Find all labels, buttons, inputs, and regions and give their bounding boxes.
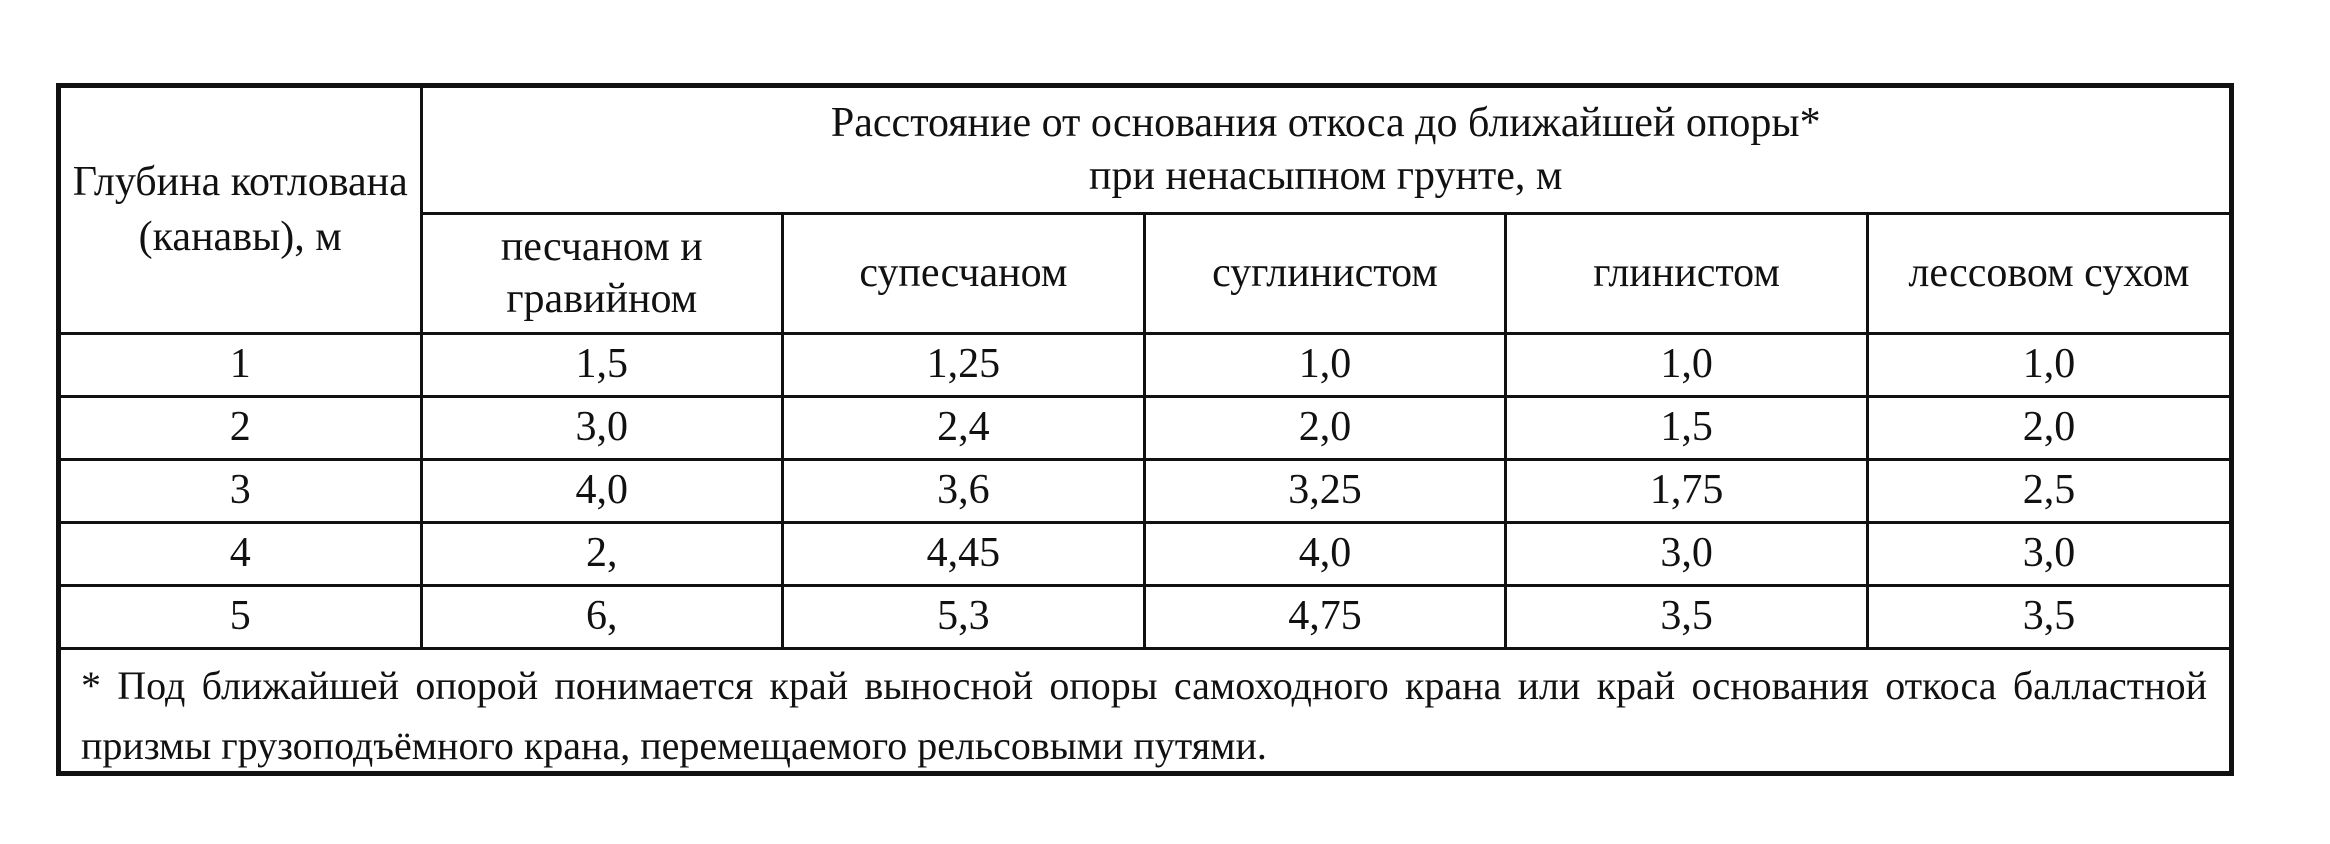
depth-cell: 2 xyxy=(61,396,421,459)
table-row xyxy=(61,522,2229,585)
footnote-row xyxy=(61,648,2229,776)
depth-cell: 4 xyxy=(61,522,421,585)
value-cell: 1,75 xyxy=(1506,459,1868,522)
distance-group-header xyxy=(421,88,2229,213)
soil-header-sandy-loam: супесчаном xyxy=(783,213,1145,333)
value-cell: 3,5 xyxy=(1867,585,2229,648)
footnote-text: * Под ближайшей опорой понимается край выносной опоры самоходного крана или край основания откоса балластной призмы грузоподъёмного крана, перемещаемого рельсовыми путями. xyxy=(61,648,2229,776)
depth-column-header: Глубина котлована (канавы), м xyxy=(61,88,421,333)
table-row xyxy=(61,585,2229,648)
distance-group-header-line2: при ненасыпном грунте, м xyxy=(1088,152,1563,199)
value-cell: 1,0 xyxy=(1867,333,2229,396)
soil-header-loam: суглинистом xyxy=(1144,213,1506,333)
value-cell: 3,0 xyxy=(1506,522,1868,585)
value-cell: 4,45 xyxy=(783,522,1145,585)
value-cell: 2,5 xyxy=(1867,459,2229,522)
depth-cell: 5 xyxy=(61,585,421,648)
value-cell: 2,4 xyxy=(783,396,1145,459)
value-cell: 4,75 xyxy=(1144,585,1506,648)
value-cell: 1,25 xyxy=(783,333,1145,396)
distance-table xyxy=(61,88,2229,776)
value-cell: 1,0 xyxy=(1144,333,1506,396)
value-cell: 2,0 xyxy=(1144,396,1506,459)
table-header-row xyxy=(61,88,2229,213)
value-cell: 3,0 xyxy=(421,396,783,459)
depth-cell: 1 xyxy=(61,333,421,396)
value-cell: 1,0 xyxy=(1506,333,1868,396)
value-cell: 4,0 xyxy=(1144,522,1506,585)
soil-header-loess-dry: лессовом сухом xyxy=(1867,213,2229,333)
value-cell: 4,0 xyxy=(421,459,783,522)
distance-group-header-line1: Расстояние от основания откоса до ближайшей опоры* xyxy=(830,100,1821,147)
table-row xyxy=(61,396,2229,459)
table-row xyxy=(61,459,2229,522)
soil-header-clay: глинистом xyxy=(1506,213,1868,333)
value-cell: 3,0 xyxy=(1867,522,2229,585)
value-cell: 2,0 xyxy=(1867,396,2229,459)
value-cell: 1,5 xyxy=(421,333,783,396)
value-cell: 5,3 xyxy=(783,585,1145,648)
value-cell: 2, xyxy=(421,522,783,585)
value-cell: 1,5 xyxy=(1506,396,1868,459)
value-cell: 3,5 xyxy=(1506,585,1868,648)
distance-table-frame xyxy=(56,83,2234,776)
soil-header-sand-gravel: песчаном и гравийном xyxy=(421,213,783,333)
depth-cell: 3 xyxy=(61,459,421,522)
table-row xyxy=(61,333,2229,396)
value-cell: 6, xyxy=(421,585,783,648)
value-cell: 3,6 xyxy=(783,459,1145,522)
value-cell: 3,25 xyxy=(1144,459,1506,522)
